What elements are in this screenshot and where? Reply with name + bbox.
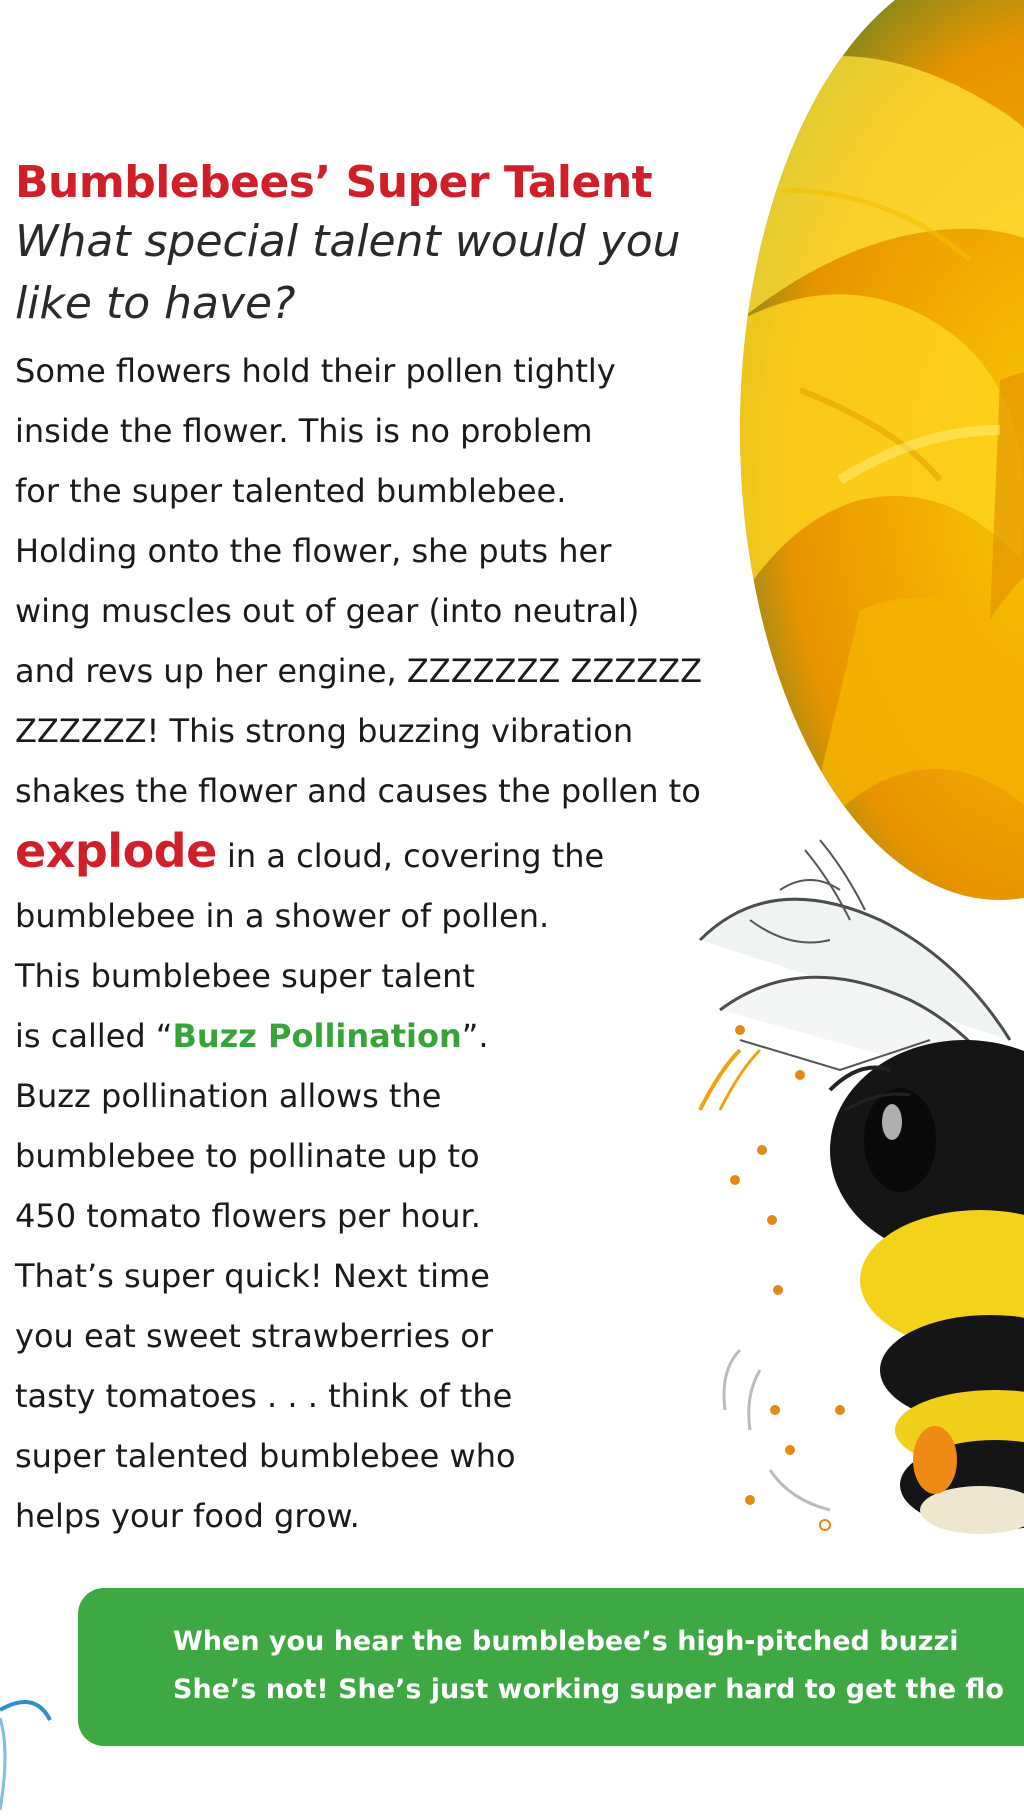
body-line: shakes the flower and causes the pollen to: [15, 772, 701, 810]
body-line: super talented bumblebee who: [15, 1437, 516, 1475]
body-line: you eat sweet strawberries or: [15, 1317, 493, 1355]
explode-rest: in a cloud, covering the: [216, 837, 605, 875]
body-line: for the super talented bumblebee.: [15, 472, 567, 510]
body-line: inside the flower. This is no problem: [15, 412, 593, 450]
body-line: Buzz pollination allows the: [15, 1077, 442, 1115]
body-line-buzz: [15, 1006, 795, 1066]
body-line: This bumblebee super talent: [15, 957, 475, 995]
body-line-explode: [15, 821, 795, 886]
fact-banner: [78, 1588, 1024, 1746]
body-line: ZZZZZZ! This strong buzzing vibration: [15, 712, 634, 750]
body-line: tasty tomatoes . . . think of the: [15, 1377, 513, 1415]
body-line: helps your food grow.: [15, 1497, 360, 1535]
body-line: That’s super quick! Next time: [15, 1257, 490, 1295]
buzz-pollination-term: Buzz Pollination: [172, 1017, 462, 1055]
banner-line-1: When you hear the bumblebee’s high-pitched buzzi: [173, 1626, 959, 1657]
banner-line-2: She’s not! She’s just working super hard to get the flo: [173, 1674, 1004, 1705]
article-title: Bumblebees’ Super Talent: [15, 157, 653, 208]
article-body: [15, 341, 795, 1546]
swirl-decoration-icon: [0, 1690, 60, 1820]
body-line: Some flowers hold their pollen tightly: [15, 352, 616, 390]
body-line: and revs up her engine, ZZZZZZZ ZZZZZZ: [15, 652, 702, 690]
body-line: bumblebee to pollinate up to: [15, 1137, 480, 1175]
explode-word: explode: [15, 824, 217, 878]
body-line: wing muscles out of gear (into neutral): [15, 592, 640, 630]
body-line: Holding onto the flower, she puts her: [15, 532, 612, 570]
article-subtitle: What special talent would you like to have?: [15, 216, 681, 329]
banner-text: [173, 1618, 1024, 1714]
body-line: 450 tomato flowers per hour.: [15, 1197, 481, 1235]
body-line: bumblebee in a shower of pollen.: [15, 897, 550, 935]
called-prefix: is called “: [15, 1017, 173, 1055]
article-text-column: [15, 155, 795, 1546]
called-suffix: ”.: [461, 1017, 489, 1055]
